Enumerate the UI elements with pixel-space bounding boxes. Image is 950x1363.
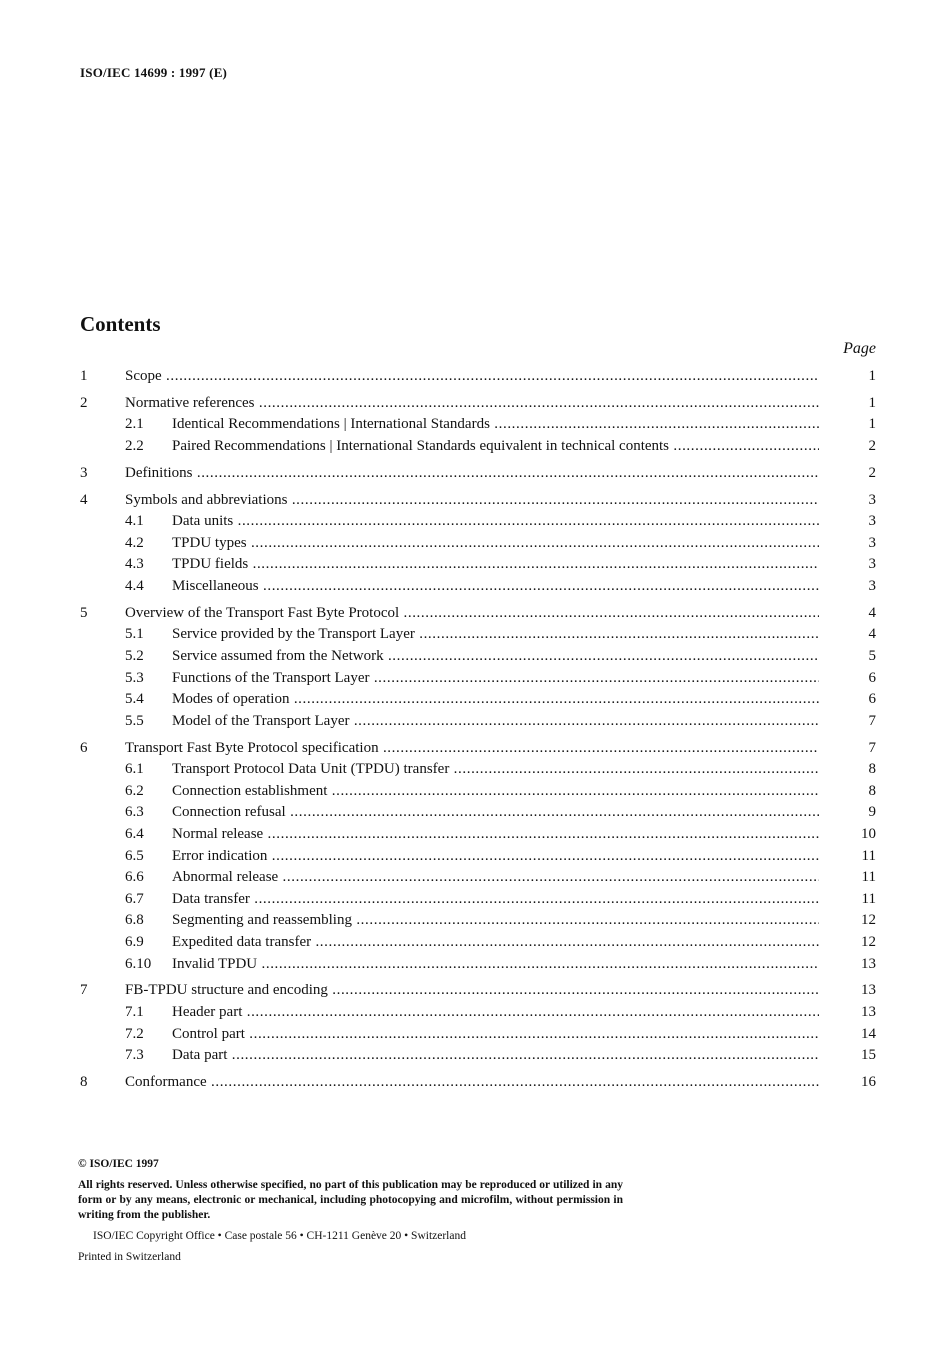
toc-entry-page: 11 <box>861 869 876 886</box>
toc-entry-title: Model of the Transport Layer ..... <box>172 711 819 731</box>
toc-subsection-entry[interactable] <box>80 846 876 866</box>
toc-entry-title: Normal release ..... <box>172 824 819 844</box>
copyright-notice <box>78 1157 623 1265</box>
toc-entry-title: Definitions ..... <box>125 463 819 483</box>
toc-subsection-entry[interactable] <box>80 624 876 644</box>
toc-entry-title: Overview of the Transport Fast Byte Protocol ..... <box>125 603 819 623</box>
toc-entry-page: 8 <box>868 761 876 778</box>
toc-entry-number: 6.3 <box>125 804 144 821</box>
toc-entry-title: Transport Protocol Data Unit (TPDU) transfer ..... <box>172 759 819 779</box>
toc-entry-page: 11 <box>861 890 876 907</box>
contents-title: Contents <box>80 312 161 336</box>
toc-entry-page: 13 <box>861 955 876 972</box>
toc-entry-page: 3 <box>868 578 876 594</box>
toc-entry-number: 5.4 <box>125 691 144 708</box>
toc-section-entry[interactable] <box>80 738 876 758</box>
toc-subsection-entry[interactable] <box>80 668 876 688</box>
toc-entry-title: Identical Recommendations | International Standards ..... <box>172 414 819 434</box>
toc-entry-title: Invalid TPDU ..... <box>172 954 819 974</box>
copyright-line: © ISO/IEC 1997 <box>78 1158 159 1170</box>
toc-entry-number: 6.5 <box>125 847 144 864</box>
toc-subsection-entry[interactable] <box>80 533 876 553</box>
toc-subsection-entry[interactable] <box>80 867 876 887</box>
toc-entry-title: Data part ..... <box>172 1045 819 1065</box>
toc-entry-page: 3 <box>868 513 876 530</box>
toc-entry-page: 6 <box>868 691 876 708</box>
toc-entry-title: Error indication ..... <box>172 846 819 866</box>
toc-subsection-entry[interactable] <box>80 954 876 974</box>
toc-entry-page: 16 <box>861 1074 876 1090</box>
toc-entry-number: 6.8 <box>125 912 144 929</box>
toc-entry-title: Conformance ..... <box>125 1072 819 1092</box>
toc-entry-title: Modes of operation ..... <box>172 689 819 709</box>
toc-entry-title: Expedited data transfer ..... <box>172 932 819 952</box>
page-column-label: Page <box>843 340 876 357</box>
toc-entry-number: 7.1 <box>125 1004 144 1020</box>
toc-subsection-entry[interactable] <box>80 576 876 596</box>
toc-entry-page: 6 <box>868 669 876 686</box>
toc-entry-page: 10 <box>861 826 876 842</box>
toc-entry-number: 6 <box>80 739 88 756</box>
toc-entry-number: 7.2 <box>125 1025 144 1042</box>
toc-entry-page: 2 <box>868 438 876 454</box>
toc-entry-title: FB-TPDU structure and encoding ..... <box>125 980 819 1000</box>
toc-entry-number: 6.7 <box>125 890 144 907</box>
document-id-header: ISO/IEC 14699 : 1997 (E) <box>80 65 228 80</box>
toc-entry-title: Segmenting and reassembling ..... <box>172 910 819 930</box>
toc-entry-page: 1 <box>868 416 876 433</box>
toc-entry-title: Service provided by the Transport Layer ..... <box>172 624 819 644</box>
toc-entry-title: Normative references ..... <box>125 393 819 413</box>
printed-in: Printed in Switzerland <box>78 1251 181 1263</box>
toc-entry-page: 9 <box>868 804 876 821</box>
toc-entry-title: Connection refusal ..... <box>172 802 819 822</box>
toc-entry-number: 4.4 <box>125 578 144 594</box>
toc-subsection-entry[interactable] <box>80 511 876 531</box>
toc-entry-title: Scope ..... <box>125 366 819 386</box>
toc-entry-page: 13 <box>861 1004 876 1020</box>
toc-section-entry[interactable] <box>80 980 876 1000</box>
toc-entry-number: 5.1 <box>125 626 144 643</box>
toc-entry-number: 7 <box>80 982 88 999</box>
toc-entry-number: 3 <box>80 464 88 481</box>
toc-entry-page: 12 <box>861 934 876 950</box>
toc-section-entry[interactable] <box>80 603 876 623</box>
toc-section-entry[interactable] <box>80 366 876 386</box>
toc-subsection-entry[interactable] <box>80 646 876 666</box>
toc-subsection-entry[interactable] <box>80 759 876 779</box>
toc-entry-number: 4.2 <box>125 534 144 551</box>
toc-entry-page: 4 <box>868 604 876 621</box>
toc-entry-title: Functions of the Transport Layer ..... <box>172 668 819 688</box>
toc-subsection-entry[interactable] <box>80 802 876 822</box>
toc-entry-title: Header part ..... <box>172 1002 819 1022</box>
toc-entry-number: 6.2 <box>125 782 144 799</box>
toc-entry-number: 6.1 <box>125 761 144 778</box>
toc-entry-number: 5.5 <box>125 712 144 729</box>
toc-entry-number: 2.2 <box>125 438 144 454</box>
toc-subsection-entry[interactable] <box>80 414 876 434</box>
toc-entry-page: 2 <box>868 464 876 481</box>
rights-statement: All rights reserved. Unless otherwise specified, no part of this publication may be reproduced or utilized in any form or by any means, electronic or mechanical, including photocopying and microfilm, without permission in writing from the publisher. <box>78 1179 623 1221</box>
toc-entry-title: TPDU types ..... <box>172 533 819 553</box>
toc-subsection-entry[interactable] <box>80 889 876 909</box>
toc-entry-number: 5.3 <box>125 669 144 686</box>
toc-entry-page: 8 <box>868 782 876 799</box>
toc-entry-number: 6.6 <box>125 869 144 886</box>
toc-entry-page: 5 <box>868 648 876 664</box>
toc-entry-number: 2.1 <box>125 416 144 433</box>
toc-entry-number: 8 <box>80 1074 88 1090</box>
toc-subsection-entry[interactable] <box>80 824 876 844</box>
toc-subsection-entry[interactable] <box>80 436 876 456</box>
toc-entry-number: 2 <box>80 394 88 411</box>
toc-entry-title: Control part ..... <box>172 1024 819 1044</box>
toc-entry-number: 4.1 <box>125 513 144 530</box>
toc-entry-page: 3 <box>868 491 876 508</box>
toc-entry-page: 3 <box>868 534 876 551</box>
toc-entry-title: Miscellaneous ..... <box>172 576 819 596</box>
toc-subsection-entry[interactable] <box>80 781 876 801</box>
toc-entry-page: 7 <box>868 739 876 756</box>
toc-entry-title: Transport Fast Byte Protocol specification ..... <box>125 738 819 758</box>
toc-subsection-entry[interactable] <box>80 910 876 930</box>
toc-entry-title: TPDU fields ..... <box>172 554 819 574</box>
toc-entry-page: 3 <box>868 556 876 573</box>
toc-entry-title: Data units ..... <box>172 511 819 531</box>
toc-section-entry[interactable] <box>80 463 876 483</box>
toc-entry-number: 6.4 <box>125 826 144 842</box>
toc-entry-page: 11 <box>861 847 876 864</box>
toc-entry-title: Paired Recommendations | International Standards equivalent in technical contents ..... <box>172 436 819 456</box>
toc-section-entry[interactable] <box>80 393 876 413</box>
toc-entry-number: 4 <box>80 491 88 508</box>
toc-entry-title: Symbols and abbreviations ..... <box>125 490 819 510</box>
toc-subsection-entry[interactable] <box>80 1024 876 1044</box>
toc-entry-page: 14 <box>861 1025 876 1042</box>
toc-subsection-entry[interactable] <box>80 689 876 709</box>
toc-subsection-entry[interactable] <box>80 1002 876 1022</box>
toc-entry-number: 7.3 <box>125 1047 144 1064</box>
toc-entry-title: Service assumed from the Network ..... <box>172 646 819 666</box>
toc-section-entry[interactable] <box>80 490 876 510</box>
toc-entry-number: 6.9 <box>125 934 144 950</box>
toc-entry-page: 12 <box>861 912 876 929</box>
toc-section-entry[interactable] <box>80 1072 876 1092</box>
toc-entry-page: 4 <box>868 626 876 643</box>
toc-entry-page: 13 <box>861 982 876 999</box>
toc-subsection-entry[interactable] <box>80 554 876 574</box>
toc-entry-page: 15 <box>861 1047 876 1064</box>
toc-entry-page: 7 <box>868 712 876 729</box>
toc-entry-number: 4.3 <box>125 556 144 573</box>
toc-entry-number: 5.2 <box>125 648 144 664</box>
copyright-office-address: ISO/IEC Copyright Office • Case postale 56 • CH-1211 Genève 20 • Switzerland <box>93 1230 466 1242</box>
toc-entry-title: Abnormal release ..... <box>172 867 819 887</box>
toc-entry-number: 5 <box>80 604 88 621</box>
toc-entry-title: Data transfer ..... <box>172 889 819 909</box>
toc-subsection-entry[interactable] <box>80 932 876 952</box>
toc-entry-page: 1 <box>868 368 876 384</box>
toc-entry-title: Connection establishment ..... <box>172 781 819 801</box>
toc-subsection-entry[interactable] <box>80 711 876 731</box>
toc-entry-number: 6.10 <box>125 955 152 972</box>
toc-entry-number: 1 <box>80 368 88 384</box>
toc-subsection-entry[interactable] <box>80 1045 876 1065</box>
toc-entry-page: 1 <box>868 394 876 411</box>
